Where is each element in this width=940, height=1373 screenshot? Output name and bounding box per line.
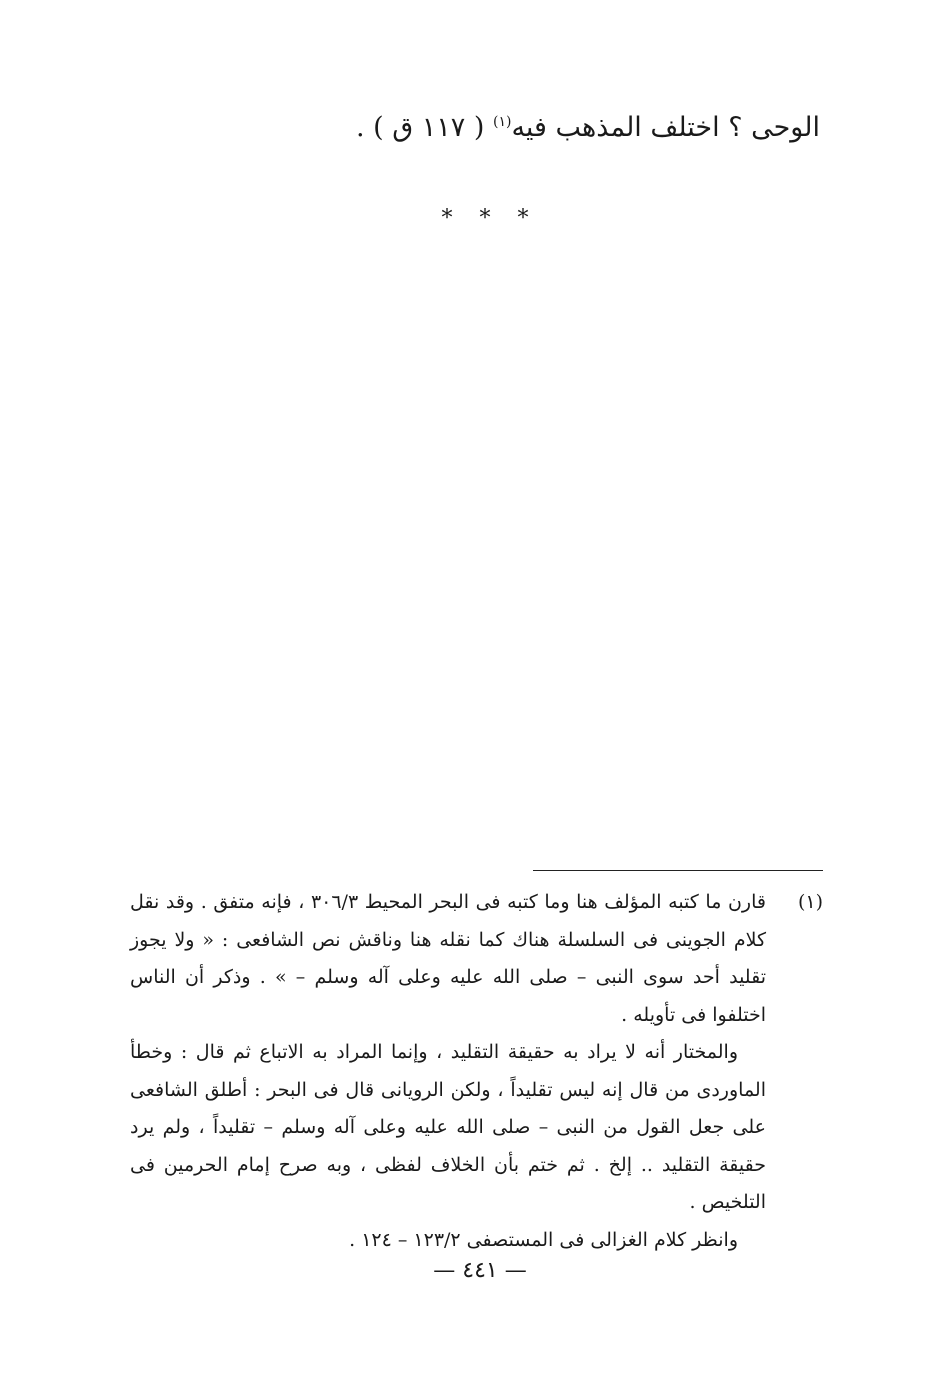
footnote-marker: (١) xyxy=(797,891,823,913)
footnotes-block xyxy=(130,884,823,1259)
footnote-1 xyxy=(130,884,823,1259)
main-text-line xyxy=(120,108,820,148)
section-separator: * * * xyxy=(441,206,539,231)
footnote-paragraph: وانظر كلام الغزالى فى المستصفى ١٢٣/٢ – ١٢٤ . xyxy=(349,1228,738,1251)
main-text: الوحى ؟ اختلف المذهب فيه xyxy=(511,112,820,143)
footnote-paragraph: قارن ما كتبه المؤلف هنا وما كتبه فى البحر المحيط ٣٠٦/٣ ، فإنه متفق . وقد نقل كلام الجوينى فى السلسلة هناك كما نقله هنا وناقش نص الشافعى : « ولا يجوز تقليد أحد سوى النبى – صلى الله عليه وعلى آله وسلم – » . وذكر أن الناس اختلفوا فى تأويله . xyxy=(130,891,766,1026)
footnote-divider xyxy=(533,870,823,871)
main-text-citation: ( ١١٧ ق ) . xyxy=(355,112,493,143)
page-number: — ٤٤١ — xyxy=(433,1258,527,1283)
footnote-paragraph: والمختار أنه لا يراد به حقيقة التقليد ، وإنما المراد به الاتباع ثم قال : وخطأ الماوردى من قال إنه ليس تقليداً ، ولكن الرويانى قال فى البحر : أطلق الشافعى على جعل القول من النبى – صلى الله عليه وعلى آله وسلم – تقليداً ، ولم يرد حقيقة التقليد .. إلخ . ثم ختم بأن الخلاف لفظى ، وبه صرح إمام الحرمين فى التلخيص . xyxy=(130,1041,766,1213)
footnote-reference: (١) xyxy=(492,114,512,130)
